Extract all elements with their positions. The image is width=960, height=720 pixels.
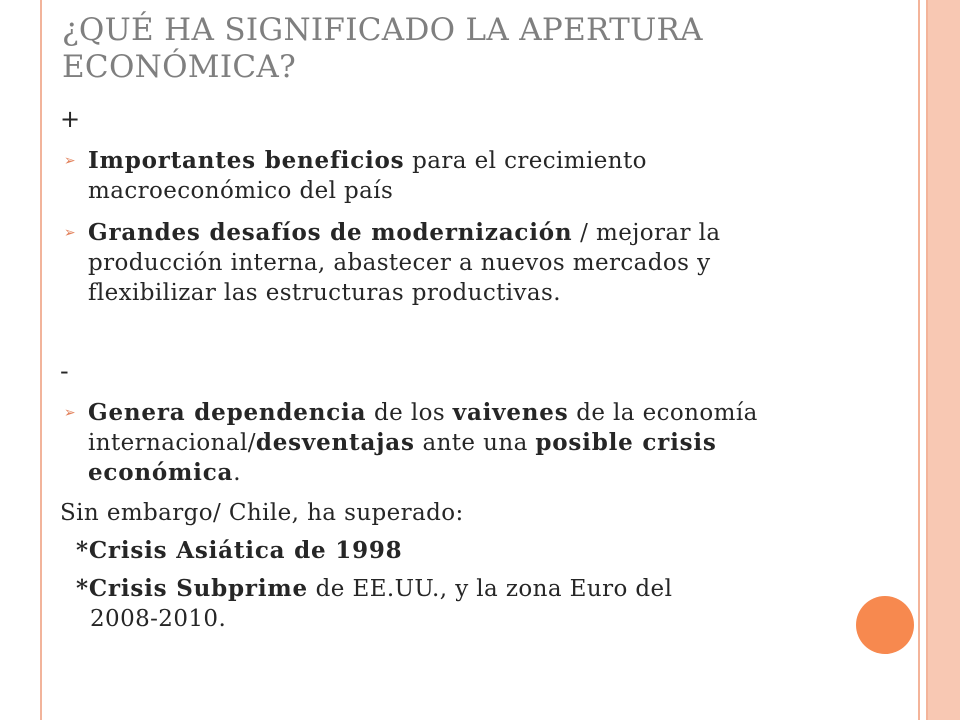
pro-item (60, 218, 820, 308)
right-decorative-stripes (918, 0, 960, 720)
however-text: Sin embargo/ Chile, ha superado: (60, 500, 464, 526)
pro-item-bold: Grandes desafíos de modernización (88, 219, 573, 246)
pro-item (60, 146, 820, 206)
crisis-item-text: de EE.UU., y la zona Euro del (307, 576, 673, 602)
left-border-line (40, 0, 42, 720)
arrow-bullet-icon: ➢ (63, 405, 77, 421)
con-item-bold: Genera dependencia (88, 399, 367, 426)
orange-circle-icon (856, 596, 914, 654)
slide-content (60, 104, 820, 634)
con-item-text: de los (366, 400, 453, 426)
slide-title: ¿QUÉ HA SIGNIFICADO LA APERTURA ECONÓMICA? (62, 12, 703, 85)
crisis-item-bold: *Crisis Subprime (76, 575, 308, 602)
pro-item-text: / mejorar la producción interna, abastecer a nuevos mercados y flexibilizar las estructuras productivas. (88, 220, 721, 306)
con-item-bold: vaivenes (452, 399, 569, 426)
crisis-item (60, 536, 820, 566)
arrow-bullet-icon: ➢ (63, 225, 77, 241)
crisis-item-continuation: 2008-2010. (90, 606, 227, 632)
con-item-text: . (233, 460, 241, 486)
con-item-text: de la economía internacional/ (88, 400, 758, 456)
con-item-bold: posible crisis económica (88, 429, 717, 486)
pro-item-bold: Importantes beneficios (88, 147, 405, 174)
pro-item-text: para el crecimiento macroeconómico del país (88, 148, 647, 204)
plus-sign: + (60, 105, 81, 133)
crisis-item-bold: *Crisis Asiática de 1998 (76, 537, 403, 564)
con-item-text: ante una (414, 430, 536, 456)
minus-sign: - (60, 357, 70, 385)
arrow-bullet-icon: ➢ (63, 153, 77, 169)
con-item-bold: desventajas (255, 429, 415, 456)
con-item (60, 398, 820, 488)
crisis-item (60, 574, 820, 634)
